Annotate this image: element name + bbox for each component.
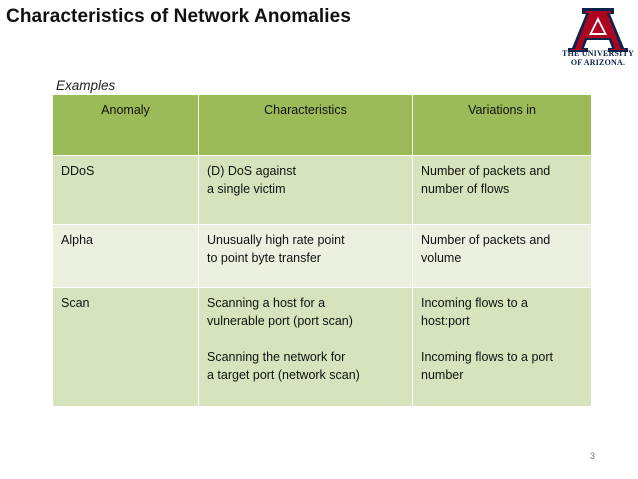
cell-line: Scanning a host for a bbox=[207, 296, 326, 310]
anomaly-table bbox=[52, 94, 592, 407]
cell-line: vulnerable port (port scan) bbox=[207, 314, 353, 328]
page-number: 3 bbox=[590, 451, 596, 461]
cell-characteristics bbox=[199, 156, 413, 225]
cell-line: Incoming flows to a bbox=[421, 296, 528, 310]
cell-anomaly: Alpha bbox=[53, 225, 199, 288]
table-header-row bbox=[53, 95, 592, 156]
cell-characteristics bbox=[199, 288, 413, 407]
cell-anomaly: Scan bbox=[53, 288, 199, 407]
wordmark-line-2: OF ARIZONA. bbox=[570, 58, 626, 67]
cell-line: a single victim bbox=[207, 182, 286, 196]
cell-anomaly: DDoS bbox=[53, 156, 199, 225]
cell-line: Incoming flows to a port bbox=[421, 350, 554, 364]
cell-line: Number of packets and bbox=[421, 164, 551, 178]
cell-line: a target port (network scan) bbox=[207, 368, 360, 382]
header-characteristics: Characteristics bbox=[199, 95, 413, 156]
page-title: Characteristics of Network Anomalies bbox=[6, 6, 352, 27]
cell-line: number of flows bbox=[421, 182, 510, 196]
cell-line: Number of packets and bbox=[421, 233, 551, 247]
cell-line: Scanning the network for bbox=[207, 350, 346, 364]
block-a-icon bbox=[568, 8, 628, 52]
header-anomaly: Anomaly bbox=[53, 95, 199, 156]
cell-line: number bbox=[421, 368, 464, 382]
table-row bbox=[53, 288, 592, 407]
table-row bbox=[53, 156, 592, 225]
header-variations: Variations in bbox=[413, 95, 592, 156]
table-row bbox=[53, 225, 592, 288]
cell-line: host:port bbox=[421, 314, 470, 328]
university-wordmark bbox=[560, 49, 636, 67]
cell-variations bbox=[413, 156, 592, 225]
cell-variations bbox=[413, 225, 592, 288]
cell-line: volume bbox=[421, 251, 462, 265]
cell-line: (D) DoS against bbox=[207, 164, 296, 178]
cell-characteristics bbox=[199, 225, 413, 288]
wordmark-line-1: THE UNIVERSITY bbox=[562, 49, 634, 58]
cell-line: Unusually high rate point bbox=[207, 233, 345, 247]
section-subtitle: Examples bbox=[56, 78, 116, 93]
cell-variations bbox=[413, 288, 592, 407]
cell-line: to point byte transfer bbox=[207, 251, 321, 265]
